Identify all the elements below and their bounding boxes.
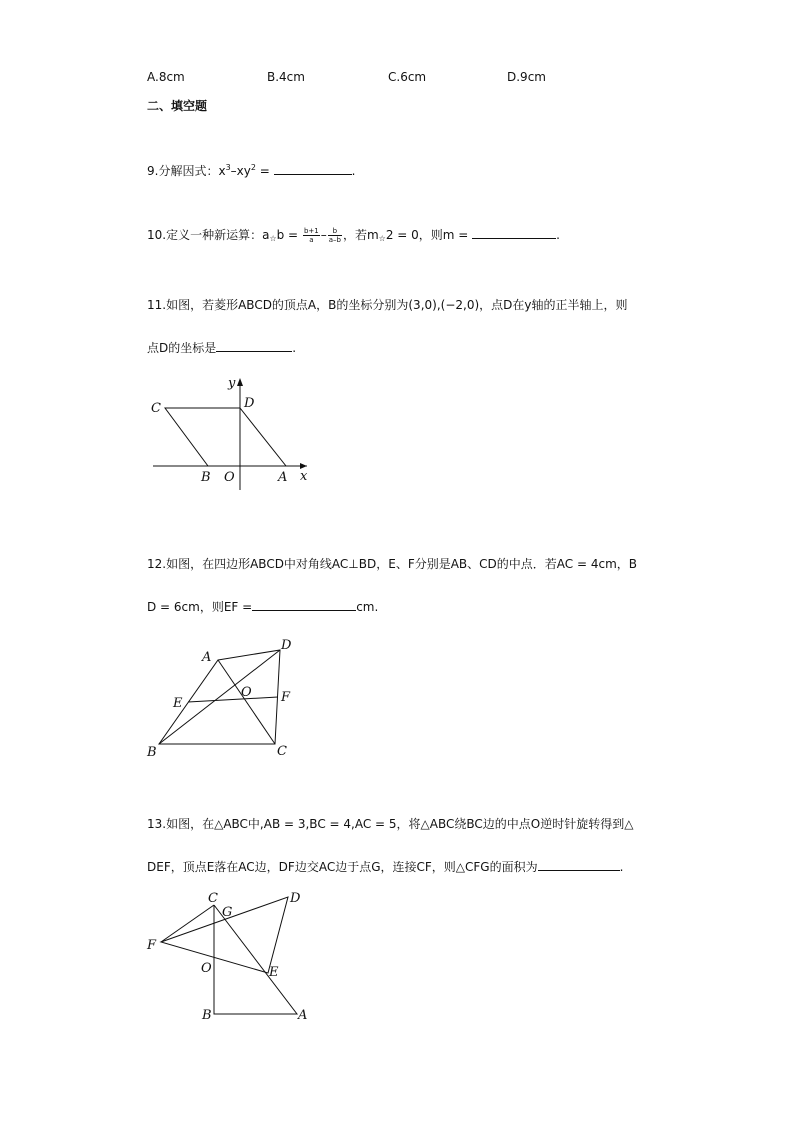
label-b: B (202, 1008, 212, 1023)
fraction-1 (303, 227, 320, 244)
label-f: F (147, 938, 157, 953)
option-b: B.4cm (267, 70, 305, 84)
q10-answer-blank[interactable] (472, 226, 556, 239)
question-10 (147, 226, 560, 247)
label-o: O (201, 961, 212, 976)
option-a: A.8cm (147, 70, 185, 84)
q10-post: ，若m (342, 228, 379, 242)
q12-line2-text: D = 6cm，则EF = (147, 600, 253, 614)
q9-answer-blank[interactable] (274, 162, 352, 175)
q13-line2 (147, 858, 623, 875)
q9-exp1: 3 (225, 163, 231, 172)
fraction-1-numerator: b+1 (303, 227, 319, 235)
label-o: O (241, 685, 252, 700)
q9-exp2: 2 (250, 163, 256, 172)
q10-minus: – (320, 228, 327, 242)
label-o: O (224, 470, 235, 485)
q13-end: . (619, 860, 624, 874)
fraction-1-denominator: a (309, 236, 314, 244)
label-a: A (202, 650, 212, 665)
label-d: D (290, 891, 301, 906)
triangle-abc (214, 905, 297, 1014)
label-e: E (269, 965, 279, 980)
q10-b: b = (276, 228, 299, 242)
label-d: D (244, 396, 255, 411)
label-g: G (222, 905, 233, 920)
q11-line2 (147, 339, 296, 356)
q11-line2-text: 点D的坐标是 (147, 341, 217, 355)
q9-text: 9.分解因式：x (147, 164, 226, 178)
q10-pre: 10.定义一种新运算：a (147, 228, 270, 242)
label-c: C (277, 744, 287, 759)
diagonal-ac (218, 660, 275, 744)
q11-answer-blank[interactable] (216, 339, 292, 352)
label-e: E (173, 696, 183, 711)
q12-quadrilateral-figure (140, 630, 310, 765)
q13-answer-blank[interactable] (538, 858, 620, 871)
q13-rotation-figure (140, 885, 320, 1025)
q10-end: . (556, 228, 560, 242)
q11-end: . (292, 341, 297, 355)
label-b: B (147, 745, 157, 760)
label-y: y (228, 376, 236, 391)
label-f: F (281, 690, 291, 705)
label-c: C (151, 401, 161, 416)
q13-line2-text: DEF，顶点E落在AC边，DF边交AC边于点G，连接CF，则△CFG的面积为 (147, 860, 538, 874)
q11-rhombus-figure (145, 372, 320, 492)
q12-line1: 12.如图，在四边形ABCD中对角线AC⊥BD，E、F分别是AB、CD的中点．若AC = 4cm，B (147, 557, 637, 571)
question-9 (147, 160, 355, 179)
option-c: C.6cm (388, 70, 427, 84)
segment-ef (188, 697, 278, 702)
q9-end: . (351, 164, 356, 178)
label-a: A (278, 470, 288, 485)
star-operator-symbol-2: ☆ (378, 234, 386, 243)
q10-post2: 2 = 0，则m = (385, 228, 469, 242)
option-d: D.9cm (507, 70, 546, 84)
label-b: B (201, 470, 211, 485)
q9-eq: = (255, 164, 274, 178)
label-a: A (298, 1008, 308, 1023)
segment-cf (161, 905, 214, 942)
rhombus-abcd (165, 408, 286, 466)
fraction-2-numerator: b (328, 227, 342, 236)
q12-answer-blank[interactable] (252, 598, 356, 611)
star-operator-symbol: ☆ (269, 234, 277, 243)
label-x: x (300, 469, 308, 484)
q11-line1: 11.如图，若菱形ABCD的顶点A，B的坐标分别为(3,0),(−2,0)，点D在y轴的正半轴上，则 (147, 298, 628, 312)
section-title: 二、填空题 (147, 99, 208, 113)
fraction-2 (328, 227, 342, 244)
q12-end: cm. (356, 600, 379, 614)
q13-line1: 13.如图，在△ABC中,AB = 3,BC = 4,AC = 5，将△ABC绕BC边的中点O逆时针旋转得到△ (147, 817, 634, 831)
label-d: D (281, 638, 292, 653)
y-axis-arrow (237, 378, 243, 386)
fraction-2-denominator: a–b (328, 236, 341, 244)
q9-mid: –xy (230, 164, 251, 178)
label-c: C (208, 891, 218, 906)
q12-line2 (147, 598, 378, 615)
